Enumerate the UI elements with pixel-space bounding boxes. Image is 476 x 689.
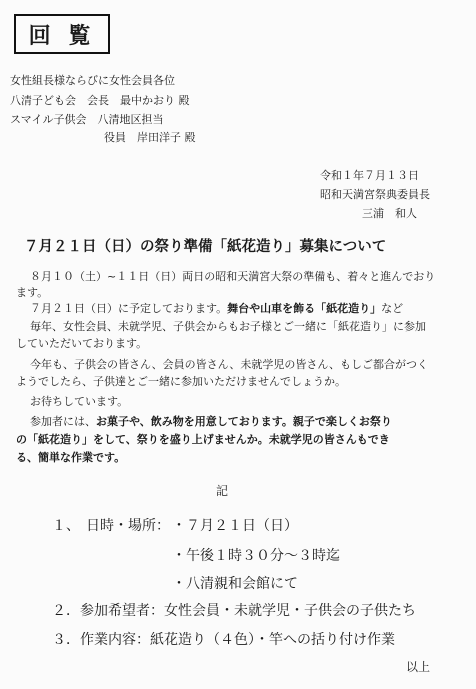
body-p3-line1: 毎年、女性会員、未就学児、子供会からもお子様とご一緒に「紙花造り」に参加: [30, 320, 426, 333]
body-p6-bold1: お菓子や、飲み物を用意しております。親子で楽しくお祭り: [96, 415, 392, 428]
addressee-3: スマイル子供会 八清地区担当: [10, 113, 164, 126]
kairan-box: [14, 14, 110, 54]
body-p2-post: など: [381, 302, 404, 315]
body-p2-pre: ７月２１日（日）に予定しております。: [30, 302, 228, 315]
body-p2: [30, 301, 403, 317]
document-date: 令和１年７月１３日: [320, 169, 419, 182]
item-1-label: 日時・場所：: [86, 518, 170, 534]
item-1-value-date: ・７月２１日（日）: [172, 518, 298, 534]
item-1-number: １、: [52, 518, 80, 534]
addressee-1: 女性組長様ならびに女性会員各位: [10, 74, 175, 87]
body-p6-line3: る、簡単な作業です。: [16, 451, 126, 464]
item-1-value-place: ・八清親和会館にて: [172, 576, 298, 592]
item-1-value-time: ・午後１時３０分～３時迄: [172, 548, 340, 564]
kairan-label: 回 覧: [28, 23, 96, 49]
document-title: ７月２１日（日）の祭り準備「紙花造り」募集について: [24, 239, 387, 255]
sender-organization: 昭和天満宮祭典委員長: [320, 188, 430, 201]
body-p5: お待ちしています。: [30, 395, 129, 408]
sender-name: 三浦 和人: [362, 207, 417, 220]
body-p4-line1: 今年も、子供会の皆さん、会員の皆さん、未就学児の皆さん、もしご都合がつく: [30, 358, 428, 371]
body-p3-line2: していただいております。: [16, 337, 148, 350]
body-p1-line2: ます。: [16, 286, 49, 299]
ijou-closing: 以上: [406, 660, 431, 674]
addressee-4: 役員 岸田洋子 殿: [104, 131, 196, 144]
body-p6-line2: の「紙花造り」をして、祭りを盛り上げませんか。未就学児の皆さんもでき: [16, 433, 390, 446]
ki-heading: 記: [216, 484, 229, 498]
body-p4-line2: ようでしたら、子供達とご一緒に参加いただけませんでしょうか。: [16, 375, 346, 388]
addressee-2: 八清子ども会 会長 最中かおり 殿: [10, 94, 190, 107]
item-2: ２．参加希望者：女性会員・未就学児・子供会の子供たち: [52, 603, 416, 619]
body-p6-line1: [30, 414, 392, 430]
body-p2-bold: 舞台や山車を飾る「紙花造り」: [227, 302, 382, 315]
body-p6-pre: 参加者には、: [30, 415, 96, 428]
item-3: ３．作業内容：紙花造り（４色）・竿への括り付け作業: [52, 632, 395, 648]
body-p1-line1: ８月１０（土）~１１日（日）両日の昭和天満宮大祭の準備も、着々と進んでおり: [30, 270, 436, 283]
